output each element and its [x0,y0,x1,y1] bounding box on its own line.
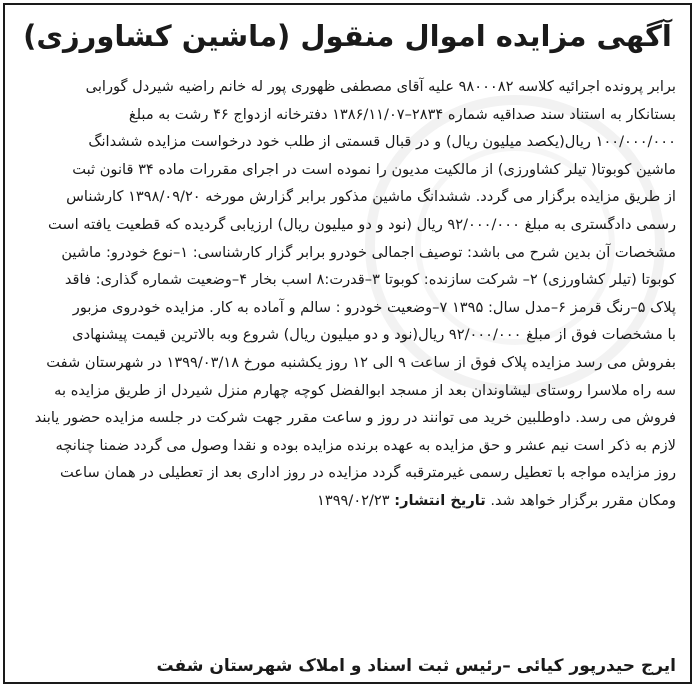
body-line: بستانکار به استناد سند صداقیه شماره ۲۸۳۴–۱۳۸۶/۱۱/۰۷ دفترخانه ازدواج ۴۶ رشت به مبلغ [128,105,676,123]
body-line: بفروش می رسد مزایده پلاک فوق از ساعت ۹ الی ۱۲ روز یکشنبه مورخ ۱۳۹۹/۰۳/۱۸ در شهرستان شفت [46,353,676,371]
body-last-line [19,487,676,515]
body-line: روز مزایده مواجه با تعطیل رسمی غیرمترقبه گردد مزایده در روز اداری بعد از تعطیلی در همان ساعت [60,464,676,482]
publish-date: ۱۳۹۹/۰۲/۲۳ [317,491,390,509]
body-line: رسمی دادگستری به مبلغ ۹۲/۰۰۰/۰۰۰ ریال (نود و دو میلیون ریال) ارزیابی گردیده که قطعیت یافته است [48,215,676,233]
body-line: ۱۰۰/۰۰۰/۰۰۰ ریال(یکصد میلیون ریال) و در قبال قسمتی از طلب خود درخواست مزایده ششدانگ [88,133,676,151]
notice-body [19,73,676,515]
signature: ایرج حیدرپور کیائی –رئیس ثبت اسناد و املاک شهرستان شفت [156,656,676,676]
last-line-text: ومکان مقرر برگزار خواهد شد. [490,491,676,509]
notice-title: آگهی مزایده اموال منقول (ماشین کشاورزی) [23,19,672,53]
body-line: با مشخصات فوق از مبلغ ۹۲/۰۰۰/۰۰۰ ریال(نود و دو میلیون ریال) شروع وبه بالاترین قیمت پیشنهادی [72,326,676,344]
body-line: لازم به ذکر است نیم عشر و حق مزایده به عهده برنده مزایده بوده و نقدا وصول می گردد ضمنا چنانچه [55,436,676,454]
body-line: کوبوتا (تیلر کشاورزی) ۲– شرکت سازنده: کوبوتا ۳–قدرت:۸ اسب بخار ۴–وضعیت شماره گذاری: فاقد [64,271,676,289]
notice-frame [3,3,692,684]
body-line: فروش می رسد. داوطلبین خرید می توانند در روز و ساعت مقرر جهت شرکت در جلسه مزایده حضور یابند [34,409,676,427]
body-line: ماشین کوبوتا( تیلر کشاورزی) از مالکیت مدیون را نموده است در اجرای مقررات ماده ۳۴ قانون ثبت [72,160,676,178]
body-line: سه راه ملاسرا روستای لیشاوندان بعد از مسجد ابوالفضل کوچه چهارم منزل شیردل از طریق مزایده به [54,381,676,399]
body-line: مشخصات آن بدین شرح می باشد: توصیف اجمالی خودرو برابر گزار کارشناسی: ۱–نوع خودرو: ماشین [61,243,676,261]
body-line: پلاک ۵–رنگ قرمز ۶–مدل سال: ۱۳۹۵ ۷–وضعیت خودرو : سالم و آماده به کار. مزایده خودروی مزبور [72,298,676,316]
publish-date-label: تاریخ انتشار: [394,491,486,509]
body-line: برابر پرونده اجرائیه کلاسه ۹۸۰۰۰۸۲ علیه آقای مصطفی ظهوری پور له خانم راضیه شیردل گورابی [85,78,676,95]
body-line: از طریق مزایده برگزار می گردد. ششدانگ ماشین مذکور برابر گزارش مورخه ۱۳۹۸/۰۹/۲۰ کارشناس [66,188,676,206]
